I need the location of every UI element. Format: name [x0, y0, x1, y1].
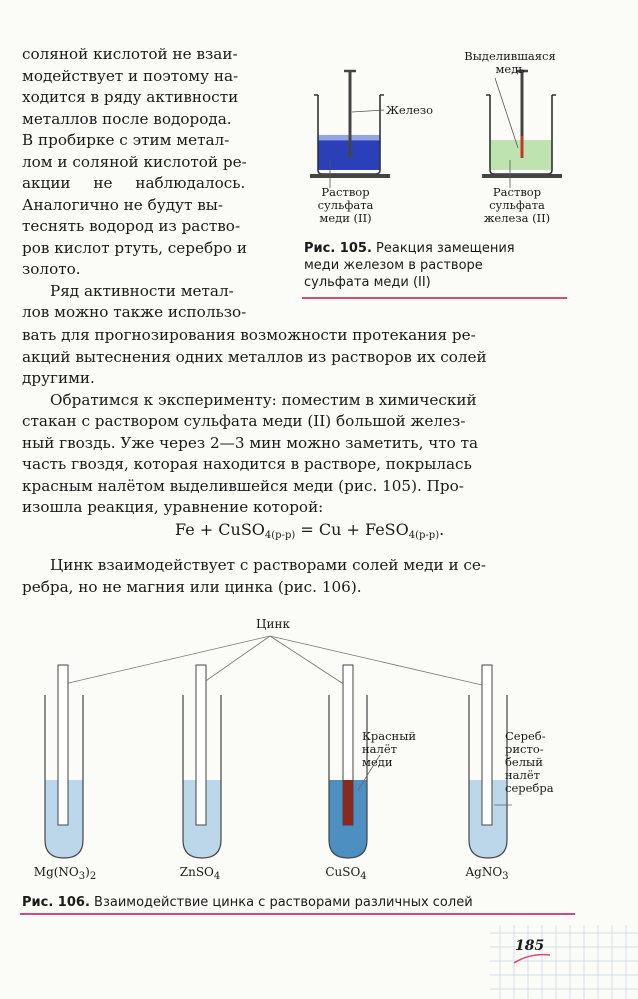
zinc-paragraph — [22, 555, 575, 598]
text-line: акций вытеснения одних металлов из растворов их солей — [22, 347, 487, 366]
text-line: модействует и поэтому на- — [22, 66, 239, 85]
text-line: ный гвоздь. Уже через 2—3 мин можно заметить, что та — [22, 433, 479, 452]
page-number: 185 — [515, 938, 545, 954]
figure-106-caption: Рис. 106. Взаимодействие цинка с растворами различных солей — [22, 895, 473, 910]
text-line: золото. — [22, 260, 81, 278]
text-line: Аналогично не будут вы- — [22, 195, 223, 214]
tube-label-mg: $Mg(NO_3)_2$ — [33, 865, 97, 882]
chemical-equation: Fe + CuSO$_{4(р-р)}$ = Cu + FeSO$_{4(р-р)}$. — [175, 520, 445, 541]
text-line: Цинк взаимодействует с растворами солей меди и се- — [50, 556, 487, 574]
text-line: лов можно также использо- — [22, 303, 247, 321]
label-copper-sulfate: Раствор сульфата меди (II) — [317, 185, 374, 225]
text-line: ров кислот ртуть, серебро и — [22, 238, 247, 257]
figure-105-rule — [302, 297, 567, 299]
figure-106-illustration — [20, 630, 580, 870]
label-red-coating: Красный налёт меди — [362, 729, 417, 769]
body-text — [22, 325, 575, 519]
text-line: другими. — [22, 369, 95, 387]
text-line: акции не наблюдалось. — [22, 174, 246, 192]
figure-106-rule — [20, 913, 575, 915]
tube-label-ag: AgNO$_3$ — [465, 865, 509, 882]
grid-decoration — [490, 925, 638, 999]
text-line: металлов после водорода. — [22, 109, 232, 128]
left-column-text — [22, 44, 288, 324]
label-iron: Железо — [386, 103, 434, 117]
text-line: Обратимся к эксперименту: поместим в химический — [50, 390, 477, 409]
text-line: теснять водород из раство- — [22, 217, 241, 235]
text-line: Ряд активности метал- — [50, 281, 234, 300]
label-silver-coating: Сереб- ристо- белый налёт серебра — [505, 729, 554, 795]
text-line: ходится в ряду активности — [22, 88, 239, 106]
tube-label-cu: CuSO$_4$ — [325, 865, 367, 882]
text-line: изошла реакция, уравнение которой: — [22, 498, 324, 516]
tube-label-zn: ZnSO$_4$ — [179, 865, 221, 882]
copper-coating — [343, 780, 353, 825]
test-tube-mg — [45, 665, 83, 858]
text-line: ребра, но не магния или цинка (рис. 106). — [22, 577, 362, 596]
text-line: часть гвоздя, которая находится в растворе, покрылась — [22, 455, 472, 473]
label-zinc: Цинк — [256, 617, 290, 631]
text-line: лом и соляной кислотой ре- — [22, 152, 247, 171]
text-line: соляной кислотой не взаи- — [22, 45, 238, 63]
label-iron-sulfate: Раствор сульфата железа (II) — [483, 185, 551, 225]
figure-105-caption: Рис. 105. Реакция замещения меди железом в растворе сульфата меди (II) — [304, 241, 515, 290]
test-tube-zn — [183, 665, 221, 858]
beaker-left — [310, 70, 390, 188]
beaker-right — [482, 70, 562, 188]
text-line: вать для прогнозирования возможности протекания ре- — [22, 326, 476, 344]
label-copper: Выделившаяся медь — [464, 49, 556, 76]
text-line: красным налётом выделившейся меди (рис. 105). Про- — [22, 476, 464, 495]
text-line: В пробирке с этим метал- — [22, 131, 230, 149]
text-line: стакан с раствором сульфата меди (II) большой желез- — [22, 412, 466, 430]
